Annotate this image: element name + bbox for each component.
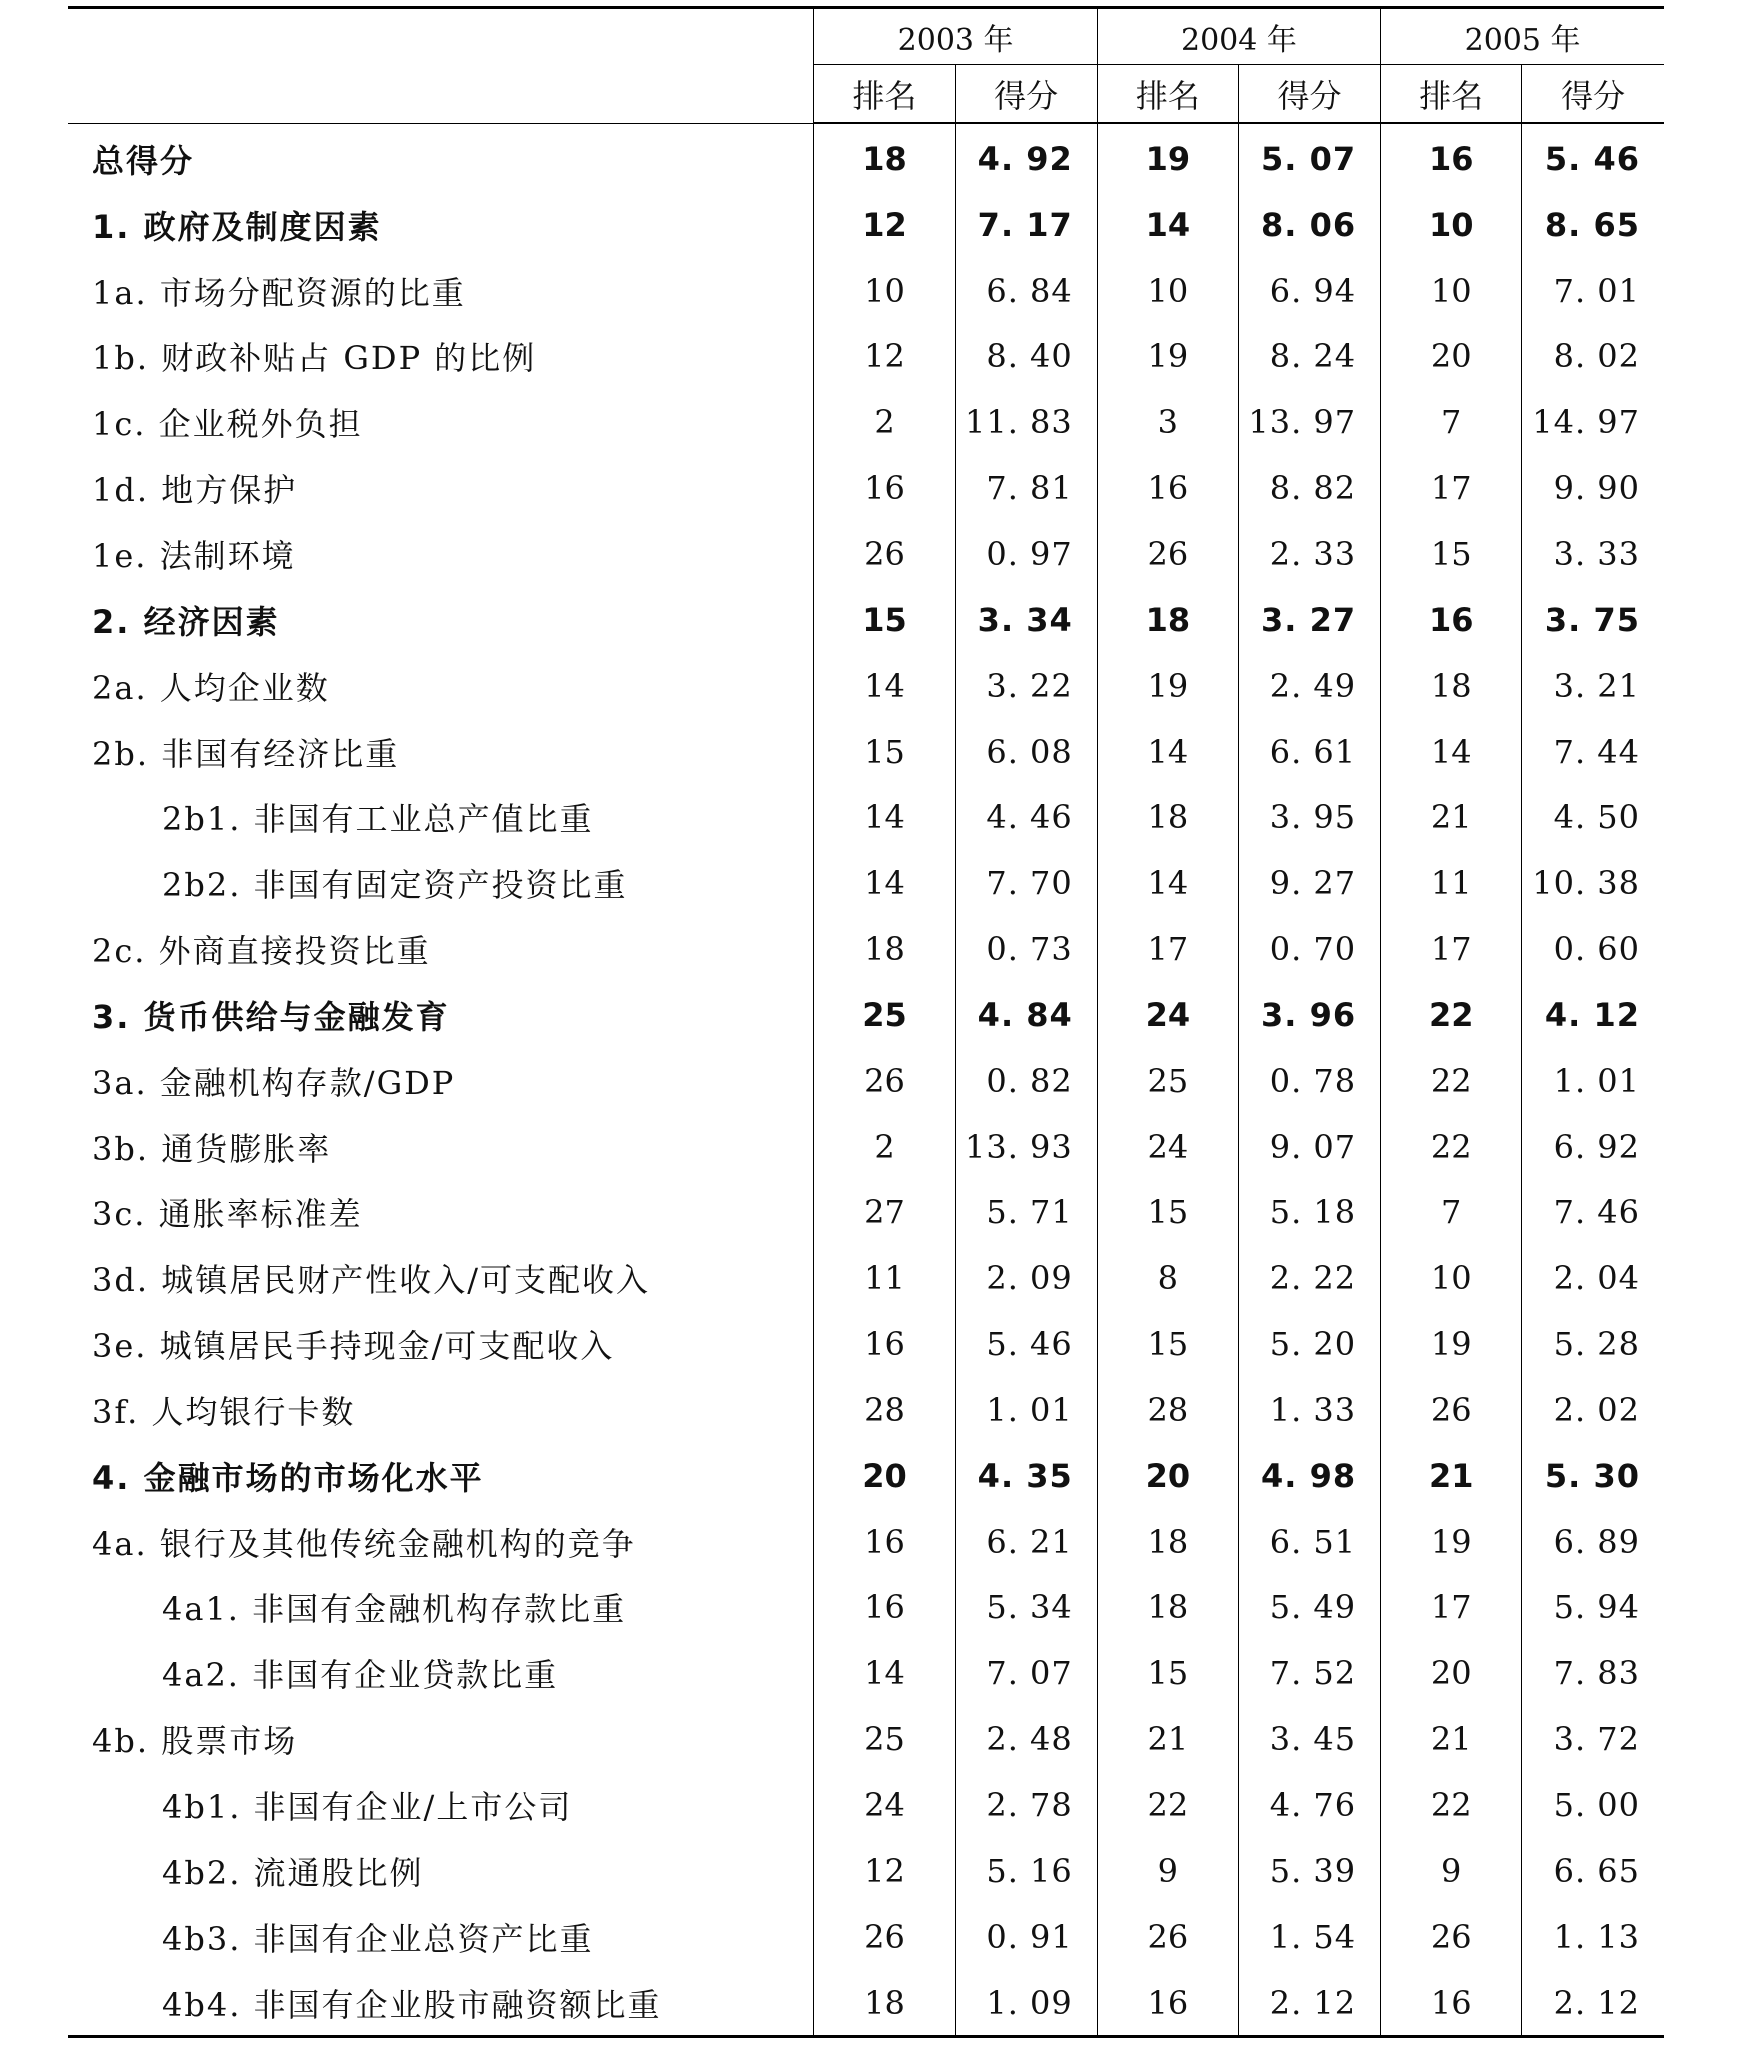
indicator-label: 4b4. 非国有企业股市融资额比重 [68,1970,814,2037]
score-2003-cell: 1. 01 [955,1377,1097,1443]
score-2005-cell: 7. 46 [1522,1180,1664,1246]
rank-2004-cell: 19 [1097,653,1238,719]
rank-2003-cell: 28 [814,1377,955,1443]
rank-2005-cell: 7 [1381,389,1522,455]
score-2004-cell: 9. 27 [1238,850,1380,916]
score-2003-cell: 13. 93 [955,1114,1097,1180]
score-2005-cell: 14. 97 [1522,389,1664,455]
rank-2004-cell: 18 [1097,784,1238,850]
score-2004-cell: 8. 82 [1238,455,1380,521]
score-2005-cell: 6. 89 [1522,1509,1664,1575]
table-row [68,1048,1664,1114]
rank-2005-cell: 16 [1381,123,1522,192]
score-2004-cell: 5. 18 [1238,1180,1380,1246]
rank-2005-cell: 21 [1381,1706,1522,1772]
rank-2003-cell: 15 [814,587,955,653]
score-2005-cell: 3. 21 [1522,653,1664,719]
indicator-label: 4a1. 非国有金融机构存款比重 [162,1590,627,1629]
rank-2005-cell: 22 [1381,1772,1522,1838]
rank-2005-cell: 17 [1381,916,1522,982]
score-2005-cell: 3. 72 [1522,1706,1664,1772]
table-row [68,587,1664,653]
table-header [68,8,1664,124]
score-2005-cell: 0. 60 [1522,916,1664,982]
indicator-label: 1d. 地方保护 [92,471,298,510]
indicator-label: 1a. 市场分配资源的比重 [92,273,466,312]
year-header-2003: 2003 年 [814,8,1097,65]
indicator-label: 1. 政府及制度因素 [92,207,382,246]
score-2005-cell: 7. 01 [1522,258,1664,324]
score-2004-cell: 9. 07 [1238,1114,1380,1180]
score-2005-cell: 2. 02 [1522,1377,1664,1443]
rank-2003-cell: 25 [814,1706,955,1772]
rank-2004-cell: 14 [1097,850,1238,916]
table-row [68,719,1664,785]
score-2003-cell: 0. 91 [955,1904,1097,1970]
score-2004-cell: 0. 70 [1238,916,1380,982]
rank-2003-cell: 26 [814,1904,955,1970]
ranking-table [68,6,1664,2038]
rank-2003-cell: 11 [814,1245,955,1311]
rank-2005-cell: 17 [1381,455,1522,521]
rank-2003-cell: 16 [814,455,955,521]
rank-2004-cell: 9 [1097,1838,1238,1904]
rank-2005-cell: 22 [1381,1114,1522,1180]
table-row [68,324,1664,390]
rank-2004-cell: 19 [1097,324,1238,390]
rank-2004-cell: 24 [1097,1114,1238,1180]
score-2003-cell: 2. 48 [955,1706,1097,1772]
year-header-2004: 2004 年 [1097,8,1380,65]
rank-header: 排名 [814,65,955,124]
rank-2005-cell: 20 [1381,1640,1522,1706]
table-row [68,1970,1664,2037]
rank-2004-cell: 15 [1097,1180,1238,1246]
score-2003-cell: 6. 84 [955,258,1097,324]
indicator-label: 3e. 城镇居民手持现金/可支配收入 [92,1327,615,1366]
rank-2003-cell: 25 [814,982,955,1048]
indicator-label: 2a. 人均企业数 [92,668,330,707]
rank-2005-cell: 20 [1381,324,1522,390]
rank-2005-cell: 19 [1381,1311,1522,1377]
score-2004-cell: 7. 52 [1238,1640,1380,1706]
score-2004-cell: 4. 98 [1238,1443,1380,1509]
rank-2003-cell: 16 [814,1311,955,1377]
score-2004-cell: 3. 96 [1238,982,1380,1048]
table-row [68,1509,1664,1575]
score-2003-cell: 7. 07 [955,1640,1097,1706]
score-2003-cell: 4. 92 [955,123,1097,192]
table-row [68,982,1664,1048]
rank-2005-cell: 15 [1381,521,1522,587]
score-2003-cell: 0. 82 [955,1048,1097,1114]
rank-2003-cell: 12 [814,324,955,390]
ranking-table-container [68,6,1664,2038]
rank-2004-cell: 26 [1097,1904,1238,1970]
score-2003-cell: 3. 22 [955,653,1097,719]
table-row [68,1706,1664,1772]
indicator-label: 2c. 外商直接投资比重 [92,932,431,971]
score-2004-cell: 2. 49 [1238,653,1380,719]
score-2003-cell: 5. 71 [955,1180,1097,1246]
rank-2004-cell: 15 [1097,1640,1238,1706]
rank-2005-cell: 18 [1381,653,1522,719]
table-row [68,850,1664,916]
score-2005-cell: 8. 02 [1522,324,1664,390]
rank-2005-cell: 7 [1381,1180,1522,1246]
indicator-label: 3d. 城镇居民财产性收入/可支配收入 [92,1261,650,1300]
rank-2005-cell: 22 [1381,1048,1522,1114]
indicator-label: 4b3. 非国有企业总资产比重 [162,1919,594,1958]
rank-2005-cell: 21 [1381,784,1522,850]
indicator-label: 4b2. 流通股比例 [162,1853,424,1892]
rank-2004-cell: 20 [1097,1443,1238,1509]
rank-2003-cell: 14 [814,784,955,850]
rank-2004-cell: 16 [1097,1970,1238,2037]
score-2005-cell: 5. 30 [1522,1443,1664,1509]
score-2005-cell: 9. 90 [1522,455,1664,521]
score-header: 得分 [955,65,1097,124]
rank-2004-cell: 17 [1097,916,1238,982]
table-row [68,123,1664,192]
score-2004-cell: 3. 27 [1238,587,1380,653]
indicator-label: 4b. 股票市场 [92,1722,298,1761]
rank-2003-cell: 27 [814,1180,955,1246]
rank-2005-cell: 10 [1381,258,1522,324]
score-2003-cell: 3. 34 [955,587,1097,653]
rank-2003-cell: 14 [814,653,955,719]
rank-2005-cell: 10 [1381,192,1522,258]
score-2003-cell: 5. 46 [955,1311,1097,1377]
year-header-row [68,8,1664,65]
score-2004-cell: 2. 22 [1238,1245,1380,1311]
score-2003-cell: 5. 16 [955,1838,1097,1904]
table-row [68,1772,1664,1838]
table-row [68,653,1664,719]
score-2004-cell: 6. 94 [1238,258,1380,324]
table-row [68,1377,1664,1443]
table-row [68,1904,1664,1970]
score-2003-cell: 7. 70 [955,850,1097,916]
year-header-2005: 2005 年 [1381,8,1664,65]
score-2003-cell: 2. 09 [955,1245,1097,1311]
rank-2005-cell: 16 [1381,587,1522,653]
rank-2003-cell: 26 [814,1048,955,1114]
rank-2004-cell: 3 [1097,389,1238,455]
rank-2004-cell: 22 [1097,1772,1238,1838]
rank-2004-cell: 21 [1097,1706,1238,1772]
score-2005-cell: 5. 46 [1522,123,1664,192]
indicator-label: 4a2. 非国有企业贷款比重 [162,1656,559,1695]
rank-2003-cell: 18 [814,123,955,192]
score-2004-cell: 2. 33 [1238,521,1380,587]
score-2004-cell: 3. 95 [1238,784,1380,850]
rank-2005-cell: 21 [1381,1443,1522,1509]
rank-2003-cell: 26 [814,521,955,587]
indicator-label: 总得分 [92,141,195,180]
score-2004-cell: 6. 51 [1238,1509,1380,1575]
score-2003-cell: 0. 73 [955,916,1097,982]
rank-2004-cell: 18 [1097,1509,1238,1575]
rank-2005-cell: 17 [1381,1575,1522,1641]
table-row [68,1180,1664,1246]
score-2005-cell: 1. 13 [1522,1904,1664,1970]
score-2003-cell: 2. 78 [955,1772,1097,1838]
rank-2005-cell: 11 [1381,850,1522,916]
rank-2003-cell: 12 [814,192,955,258]
table-row [68,521,1664,587]
table-row [68,192,1664,258]
table-row [68,1114,1664,1180]
rank-2004-cell: 19 [1097,123,1238,192]
score-2005-cell: 2. 12 [1522,1970,1664,2037]
rank-2004-cell: 24 [1097,982,1238,1048]
score-2005-cell: 8. 65 [1522,192,1664,258]
rank-2004-cell: 8 [1097,1245,1238,1311]
indicator-label: 2b1. 非国有工业总产值比重 [162,800,594,839]
rank-2004-cell: 18 [1097,587,1238,653]
score-2003-cell: 1. 09 [955,1970,1097,2037]
rank-2004-cell: 14 [1097,192,1238,258]
rank-2003-cell: 14 [814,850,955,916]
score-2005-cell: 6. 65 [1522,1838,1664,1904]
rank-2003-cell: 10 [814,258,955,324]
rank-2003-cell: 16 [814,1509,955,1575]
score-2003-cell: 11. 83 [955,389,1097,455]
rank-2005-cell: 16 [1381,1970,1522,2037]
score-2005-cell: 5. 00 [1522,1772,1664,1838]
rank-2003-cell: 12 [814,1838,955,1904]
table-row [68,389,1664,455]
score-2004-cell: 1. 54 [1238,1904,1380,1970]
score-2003-cell: 0. 97 [955,521,1097,587]
rank-2004-cell: 28 [1097,1377,1238,1443]
indicator-label: 4. 金融市场的市场化水平 [92,1458,484,1497]
indicator-label: 1b. 财政补贴占 GDP 的比例 [92,339,537,378]
score-2004-cell: 1. 33 [1238,1377,1380,1443]
rank-2003-cell: 18 [814,1970,955,2037]
table-row [68,1245,1664,1311]
score-2003-cell: 5. 34 [955,1575,1097,1641]
table-row [68,258,1664,324]
rank-2005-cell: 26 [1381,1377,1522,1443]
score-2003-cell: 6. 21 [955,1509,1097,1575]
table-row [68,784,1664,850]
score-2003-cell: 7. 81 [955,455,1097,521]
indicator-label: 4a. 银行及其他传统金融机构的竞争 [92,1524,636,1563]
score-2004-cell: 5. 20 [1238,1311,1380,1377]
stub-header [68,8,814,124]
rank-2004-cell: 25 [1097,1048,1238,1114]
table-body [68,123,1664,2037]
score-2004-cell: 4. 76 [1238,1772,1380,1838]
score-2004-cell: 5. 39 [1238,1838,1380,1904]
rank-2005-cell: 14 [1381,719,1522,785]
score-2005-cell: 4. 12 [1522,982,1664,1048]
score-2003-cell: 6. 08 [955,719,1097,785]
score-2004-cell: 5. 49 [1238,1575,1380,1641]
rank-2004-cell: 14 [1097,719,1238,785]
score-header: 得分 [1522,65,1664,124]
table-row [68,916,1664,982]
rank-2005-cell: 26 [1381,1904,1522,1970]
indicator-label: 1c. 企业税外负担 [92,405,363,444]
score-2005-cell: 2. 04 [1522,1245,1664,1311]
indicator-label: 1e. 法制环境 [92,536,296,575]
rank-2004-cell: 15 [1097,1311,1238,1377]
rank-2003-cell: 18 [814,916,955,982]
score-2004-cell: 13. 97 [1238,389,1380,455]
rank-2005-cell: 9 [1381,1838,1522,1904]
score-2005-cell: 3. 33 [1522,521,1664,587]
rank-2005-cell: 19 [1381,1509,1522,1575]
rank-2005-cell: 22 [1381,982,1522,1048]
rank-header: 排名 [1381,65,1522,124]
table-row [68,1575,1664,1641]
indicator-label: 3f. 人均银行卡数 [92,1392,356,1431]
score-2005-cell: 10. 38 [1522,850,1664,916]
indicator-label: 4b1. 非国有企业/上市公司 [162,1788,573,1827]
table-row [68,1640,1664,1706]
score-header: 得分 [1238,65,1380,124]
indicator-label: 3b. 通货膨胀率 [92,1129,332,1168]
score-2005-cell: 7. 44 [1522,719,1664,785]
score-2003-cell: 7. 17 [955,192,1097,258]
rank-header: 排名 [1097,65,1238,124]
score-2005-cell: 3. 75 [1522,587,1664,653]
rank-2004-cell: 26 [1097,521,1238,587]
indicator-label: 2. 经济因素 [92,602,280,641]
rank-2003-cell: 16 [814,1575,955,1641]
indicator-label: 3c. 通胀率标准差 [92,1195,363,1234]
score-2005-cell: 4. 50 [1522,784,1664,850]
indicator-label: 3a. 金融机构存款/GDP [92,1063,456,1102]
score-2005-cell: 5. 94 [1522,1575,1664,1641]
table-row [68,1443,1664,1509]
score-2003-cell: 8. 40 [955,324,1097,390]
score-2004-cell: 0. 78 [1238,1048,1380,1114]
score-2005-cell: 7. 83 [1522,1640,1664,1706]
score-2003-cell: 4. 46 [955,784,1097,850]
score-2004-cell: 5. 07 [1238,123,1380,192]
score-2004-cell: 2. 12 [1238,1970,1380,2037]
score-2005-cell: 6. 92 [1522,1114,1664,1180]
rank-2005-cell: 10 [1381,1245,1522,1311]
score-2004-cell: 8. 24 [1238,324,1380,390]
rank-2003-cell: 14 [814,1640,955,1706]
table-row [68,1838,1664,1904]
rank-2003-cell: 2 [814,1114,955,1180]
rank-2004-cell: 10 [1097,258,1238,324]
score-2005-cell: 5. 28 [1522,1311,1664,1377]
indicator-label: 3. 货币供给与金融发育 [92,997,450,1036]
score-2004-cell: 8. 06 [1238,192,1380,258]
score-2003-cell: 4. 35 [955,1443,1097,1509]
rank-2003-cell: 20 [814,1443,955,1509]
rank-2003-cell: 2 [814,389,955,455]
score-2004-cell: 6. 61 [1238,719,1380,785]
rank-2003-cell: 24 [814,1772,955,1838]
score-2003-cell: 4. 84 [955,982,1097,1048]
rank-2003-cell: 15 [814,719,955,785]
table-row [68,455,1664,521]
table-row [68,1311,1664,1377]
score-2004-cell: 3. 45 [1238,1706,1380,1772]
score-2005-cell: 1. 01 [1522,1048,1664,1114]
indicator-label: 2b. 非国有经济比重 [92,734,400,773]
rank-2004-cell: 16 [1097,455,1238,521]
indicator-label: 2b2. 非国有固定资产投资比重 [162,866,628,905]
rank-2004-cell: 18 [1097,1575,1238,1641]
